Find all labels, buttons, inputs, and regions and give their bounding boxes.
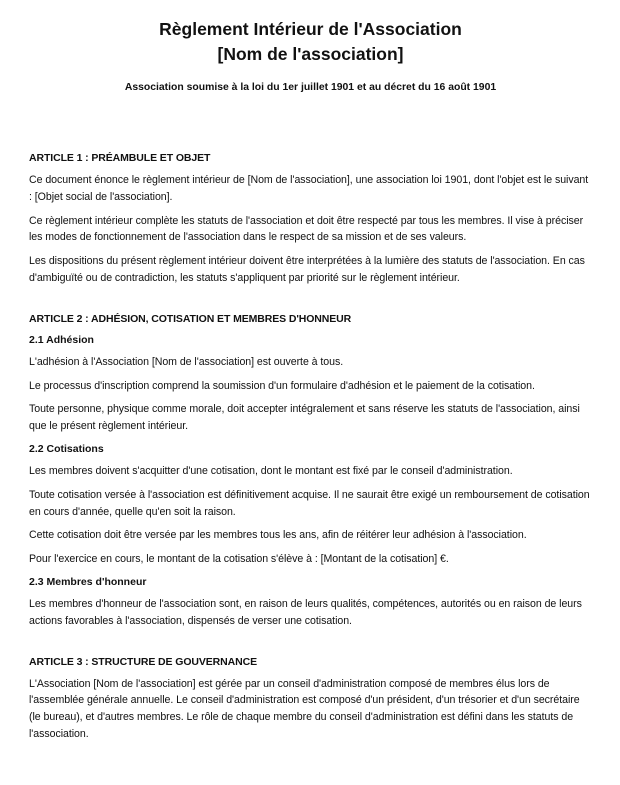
article-2 xyxy=(29,312,592,630)
article-3-heading: ARTICLE 3 : STRUCTURE DE GOUVERNANCE xyxy=(29,655,257,668)
section-2-3-paragraph-1: Les membres d'honneur de l'association sont, en raison de leurs qualités, compétences, autorités ou en raison de leurs actions favorables à l'association, dispensés de verser une cotisation. xyxy=(29,597,582,627)
document-title xyxy=(29,17,592,67)
section-2-2-heading: 2.2 Cotisations xyxy=(29,442,104,455)
section-2-1-paragraph-3: Toute personne, physique comme morale, doit accepter intégralement et sans réserve les statuts de l'association, ainsi que le présent règlement intérieur. xyxy=(29,403,580,433)
article-3 xyxy=(29,655,592,743)
document-subtitle: Association soumise à la loi du 1er juillet 1901 et au décret du 16 août 1901 xyxy=(124,82,497,93)
section-2-2-paragraph-2: Toute cotisation versée à l'association est définitivement acquise. Il ne saurait être exigé un remboursement de cotisation en cours d'année, quelle qu'en soit la raison. xyxy=(29,488,590,518)
article-1-paragraph-1: Ce document énonce le règlement intérieur de [Nom de l'association], une association loi 1901, dont l'objet est le suivant : [Objet social de l'association]. xyxy=(29,174,589,203)
article-3-paragraph-1: L'Association [Nom de l'association] est gérée par un conseil d'administration composé de membres élus lors de l'assemblée générale annuelle. Le conseil d'administration est composé d'un président, d'un trésorier et d'un secrétaire (le bureau), et d'autres membres. Le rôle de chaque membre du conseil d'administration est défini dans les statuts de l'association. xyxy=(29,677,580,740)
article-1-paragraph-3: Les dispositions du présent règlement intérieur doivent être interprétées à la lumière des statuts de l'association. En cas d'ambiguïté ou de contradiction, les statuts s'appliquent par priorité sur le règlement intérieur. xyxy=(29,255,585,284)
section-2-1-heading: 2.1 Adhésion xyxy=(29,333,94,346)
section-2-1-paragraph-2: Le processus d'inscription comprend la soumission d'un formulaire d'adhésion et le paiement de la cotisation. xyxy=(29,379,535,392)
section-2-2-paragraph-1: Les membres doivent s'acquitter d'une cotisation, dont le montant est fixé par le conseil d'administration. xyxy=(29,464,513,477)
article-1-paragraph-2: Ce règlement intérieur complète les statuts de l'association et doit être respecté par tous les membres. Il vise à préciser les modes de fonctionnement de l'association dans le respect de sa mission et de ses valeurs. xyxy=(29,214,584,244)
section-2-3-heading: 2.3 Membres d'honneur xyxy=(29,575,147,588)
title-line-2: [Nom de l'association] xyxy=(217,44,404,64)
title-line-1: Règlement Intérieur de l'Association xyxy=(159,19,462,39)
section-2-2-paragraph-4: Pour l'exercice en cours, le montant de la cotisation s'élève à : [Montant de la cotisation] €. xyxy=(29,553,449,566)
article-2-heading: ARTICLE 2 : ADHÉSION, COTISATION ET MEMBRES D'HONNEUR xyxy=(29,312,352,325)
section-2-1-paragraph-1: L'adhésion à l'Association [Nom de l'association] est ouverte à tous. xyxy=(29,355,344,368)
section-2-2-paragraph-3: Cette cotisation doit être versée par les membres tous les ans, afin de réitérer leur adhésion à l'association. xyxy=(29,529,527,542)
article-1-heading: ARTICLE 1 : PRÉAMBULE ET OBJET xyxy=(29,152,211,164)
article-1 xyxy=(29,151,592,287)
